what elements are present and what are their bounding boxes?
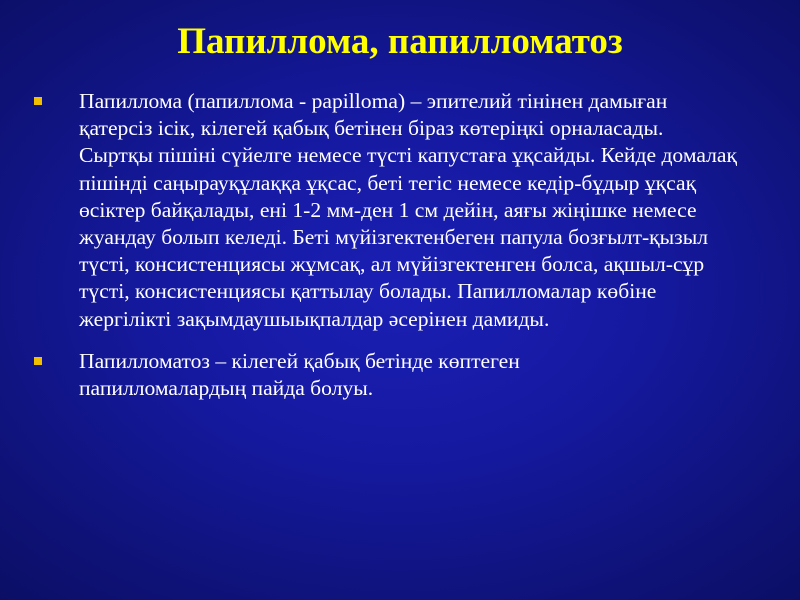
bullet-text-papillomatosis: Папилломатоз – кілегей қабық бетінде көптеген папилломалардың пайда болуы. — [79, 348, 520, 401]
square-bullet-icon — [34, 357, 42, 365]
slide-title: Папиллома, папилломатоз — [177, 21, 623, 62]
square-bullet-icon — [34, 97, 42, 105]
bullet-list — [34, 88, 774, 417]
bullet-item-papilloma — [34, 88, 774, 333]
bullet-text-papilloma: Папиллома (папиллома - papilloma) – эпителий тінінен дамыған қатерсіз ісік, кілегей қабық бетінен біраз көтеріңкі орналасады. Сыртқы пішіні сүйелге немесе түсті капустаға ұқсайды. Кейде домалақ пішінді саңырауқұлаққа ұқсас, беті тегіс немесе кедір-бұдыр ұқсақ өсіктер байқалады, ені 1-2 мм-ден 1 см дейін, аяғы жіңішке немесе жуандау болып келеді. Беті мүйізгектенбеген папула бозғылт-қызыл түсті, консистенциясы жұмсақ, ал мүйізгектенген болса, ақшыл-сұр түсті, консистенциясы қаттылау болады. Папилломалар көбіне жергілікті зақымдаушыықпалдар әсерінен дамиды. — [79, 89, 737, 331]
bullet-item-papillomatosis — [34, 348, 774, 402]
